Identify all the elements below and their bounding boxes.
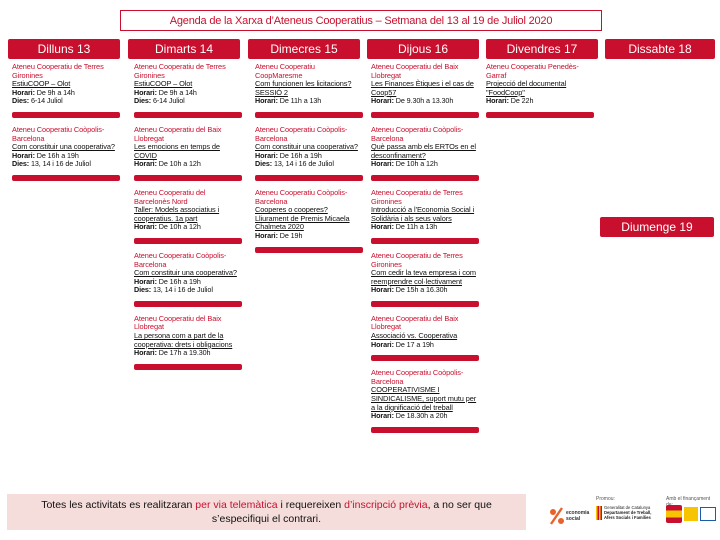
event-separator [255,175,363,181]
day-header-dimarts: Dimarts 14 [128,39,240,59]
economia-social-label: economia social [566,510,590,522]
event-card [134,126,242,169]
event-title-link[interactable]: Com constituir una cooperativa? [255,142,358,152]
event-separator [371,301,479,307]
event-organizer: Ateneu Cooperatiu Coòpolis-Barcelona [12,124,105,143]
event-organizer: Ateneu Cooperatiu de Terres Gironines [12,62,104,80]
event-title-link[interactable]: Les emocions en temps de COVID [134,142,220,160]
generalitat-emblem [596,506,602,520]
column-dimecres [255,63,363,261]
event-schedule: Horari: De 11h a 13h [371,222,438,232]
event-schedule: Horari: De 9.30h a 13.30h [371,96,454,106]
event-schedule: Horari: De 17h a 19.30h [134,348,211,358]
ministry-badge [700,507,716,521]
footer-note: Totes les activitats es realitzaran per via telemàtica i requereixen d’inscripció prèvia, a no ser que s’especifiqui el contrari. [7,494,526,530]
event-card [12,126,120,169]
event-title-link[interactable]: Com constituir una cooperativa? [134,268,237,278]
event-card [371,189,479,232]
event-title-link[interactable]: Cooperes o cooperes? Lliurament de Premis Micaela Chalmeta 2020 [255,205,350,232]
event-title-link[interactable]: Projecció del documental "FoodCoop" [486,79,567,97]
event-organizer: Ateneu Cooperatiu de Terres Gironines [134,62,226,80]
event-organizer: Ateneu Cooperatiu de Terres Gironines [371,250,463,269]
event-card [12,63,120,106]
event-schedule: Horari: De 16h a 19h [255,150,322,160]
event-schedule: Horari: De 17 a 19h [371,339,434,349]
generalitat-text: Generalitat de Catalunya Departament de Treball, Afers Socials i Famílies [604,505,652,520]
event-separator [371,112,479,118]
event-schedule: Horari: De 16h a 19h [12,150,79,160]
event-card [255,189,363,241]
event-separator [12,112,120,118]
event-title-link[interactable]: Com cedir la teva empresa i com reemprendre col·lectivament [371,268,476,286]
event-separator [134,238,242,244]
day-header-dijous: Dijous 16 [367,39,479,59]
event-title-link[interactable]: Introducció a l’Economia Social i Solidària i als seus valors [371,205,475,223]
event-separator [134,112,242,118]
event-card [134,252,242,295]
event-title-link[interactable]: La persona com a part de la cooperativa: drets i obligacions [134,331,233,349]
event-dates: Dies: 13, 14 i 16 de Juliol [134,285,213,295]
event-organizer: Ateneu Cooperatiu del Barcelonès Nord [134,187,206,206]
sponsor-logos [540,496,718,532]
event-title-link[interactable]: Les Finances Ètiques i el cas de Coop57 [371,79,474,97]
day-header-diumenge: Diumenge 19 [600,217,714,237]
event-organizer: Ateneu Cooperatiu CoopMaresme [255,62,315,80]
event-organizer: Ateneu Cooperatiu Coòpolis-Barcelona [255,187,348,206]
financament-caption: Amb el finançament [666,496,711,502]
event-separator [255,112,363,118]
event-organizer: Ateneu Cooperatiu del Baix Llobregat [134,313,222,332]
column-dimarts [134,63,242,378]
page-title: Agenda de la Xarxa d’Ateneus Cooperatius – Setmana del 13 al 19 de Juliol 2020 [120,10,602,31]
event-card [371,252,479,295]
event-schedule: Horari: De 10h a 12h [134,222,201,232]
event-card [371,63,479,106]
event-schedule: Horari: De 9h a 14h [134,87,197,97]
event-dates: Dies: 13, 14 i 16 de Juliol [255,159,334,169]
event-schedule: Horari: De 22h [486,96,534,106]
event-organizer: Ateneu Cooperatiu de Terres Gironines [371,187,463,206]
event-organizer: Ateneu Cooperatiu del Baix Llobregat [371,313,459,332]
day-header-dissabte: Dissabte 18 [605,39,715,59]
event-organizer: Ateneu Cooperatiu Coòpolis-Barcelona [134,250,227,269]
event-schedule: Horari: De 15h a 16.30h [371,285,448,295]
event-schedule: Horari: De 19h [255,230,303,240]
column-dilluns [12,63,120,189]
day-header-divendres: Divendres 17 [486,39,598,59]
event-organizer: Ateneu Cooperatiu Coòpolis-Barcelona [371,124,464,143]
event-card [486,63,594,106]
event-organizer: Ateneu Cooperatiu Coòpolis-Barcelona [255,124,348,143]
day-header-dilluns: Dilluns 13 [8,39,120,59]
event-separator [134,364,242,370]
event-separator [12,175,120,181]
event-card [134,189,242,232]
event-separator [134,175,242,181]
event-schedule: Horari: De 10h a 12h [134,159,201,169]
event-organizer: Ateneu Cooperatiu Penedès-Garraf [486,62,579,80]
event-card [255,63,363,106]
day-header-dimecres: Dimecres 15 [248,39,360,59]
event-schedule: Horari: De 10h a 12h [371,159,438,169]
column-divendres [486,63,594,126]
event-separator [371,175,479,181]
event-card [134,63,242,106]
event-separator [255,247,363,253]
economia-social-logo [548,506,566,526]
event-title-link[interactable]: Associació vs. Cooperativa [371,331,458,341]
highlight-inscripcio: d’inscripció prèvia [344,499,428,511]
promou-caption: Promou: [596,496,615,502]
event-card [371,369,479,421]
event-schedule: Horari: De 11h a 13h [255,96,322,106]
event-separator [371,427,479,433]
spain-government-emblem [666,505,682,523]
event-title-link[interactable]: EstiuCOOP – Olot [134,79,193,89]
column-dijous [371,63,479,441]
event-title-link[interactable]: COOPERATIVISME I SINDICALISME, suport mutu per a la dignificació del treball [371,385,477,412]
event-title-link[interactable]: EstiuCOOP – Olot [12,79,71,89]
event-organizer: Ateneu Cooperatiu del Baix Llobregat [371,62,459,80]
highlight-telematica: per via telemàtica [195,499,278,511]
event-separator [486,112,594,118]
event-card [255,126,363,169]
event-schedule: Horari: De 16h a 19h [134,276,201,286]
event-separator [371,355,479,361]
event-dates: Dies: 6-14 Juliol [134,96,185,106]
event-separator [134,301,242,307]
event-card [134,315,242,358]
event-separator [371,238,479,244]
event-organizer: Ateneu Cooperatiu del Baix Llobregat [134,124,222,143]
spain-government-text [684,507,698,521]
event-title-link[interactable]: Com funcionen les licitacions? SESSIÓ 2 [255,79,352,97]
event-card [371,315,479,349]
event-schedule: Horari: De 18.30h a 20h [371,411,448,421]
event-organizer: Ateneu Cooperatiu Coòpolis-Barcelona [371,368,464,386]
event-title-link[interactable]: Què passa amb els ERTOs en el desconfinament? [371,142,476,160]
event-title-link[interactable]: Com constituir una cooperativa? [12,142,115,152]
event-card [371,126,479,169]
event-schedule: Horari: De 9h a 14h [12,87,75,97]
event-title-link[interactable]: Taller: Models associatius i cooperatius. 1a part [134,205,220,223]
event-dates: Dies: 13, 14 i 16 de Juliol [12,159,91,169]
event-dates: Dies: 6-14 Juliol [12,96,63,106]
